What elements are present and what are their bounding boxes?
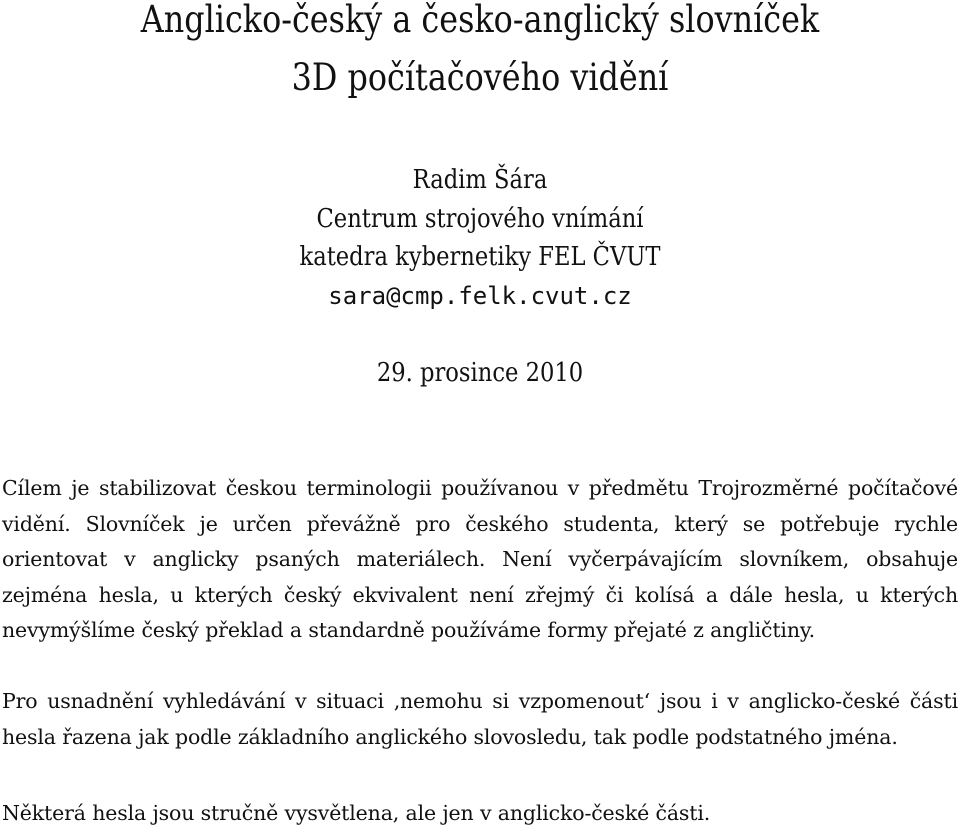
document-title-line-2: 3D počítačového vidění [291,56,669,99]
document-date: 29. prosince 2010 [376,358,584,388]
document-title-line-1: Anglicko-český a česko-anglický slovníček [140,0,820,41]
search-note-paragraph: Pro usnadnění vyhledávání v situaci ‚nemohu si vzpomenout‘ jsou i v anglicko-české části hesla řazena jak podle základního anglického slovosledu, tak podle podstatného jména. [2,689,958,749]
affiliation-line-1: Centrum strojového vnímání [316,204,644,234]
author-name: Radim Šára [412,165,548,195]
explanation-note-paragraph: Některá hesla jsou stručně vysvětlena, ale jen v anglicko-české části. [2,801,711,825]
intro-paragraph: Cílem je stabilizovat českou terminologii používanou v předmětu Trojrozměrné počítačové vidění. Slovníček je určen převážně pro českého studenta, který se potřebuje rychle orientovat v anglicky psaných materiálech. Není vyčerpávajícím slovníkem, obsahuje zejména hesla, u kterých český ekvivalent není zřejmý či kolísá a dále hesla, u kterých nevymýšlíme český překlad a standardně používáme formy přejaté z angličtiny. [2,476,958,642]
author-email: sara@cmp.felk.cvut.cz [328,282,632,310]
affiliation-line-2: katedra kybernetiky FEL ČVUT [299,242,661,272]
